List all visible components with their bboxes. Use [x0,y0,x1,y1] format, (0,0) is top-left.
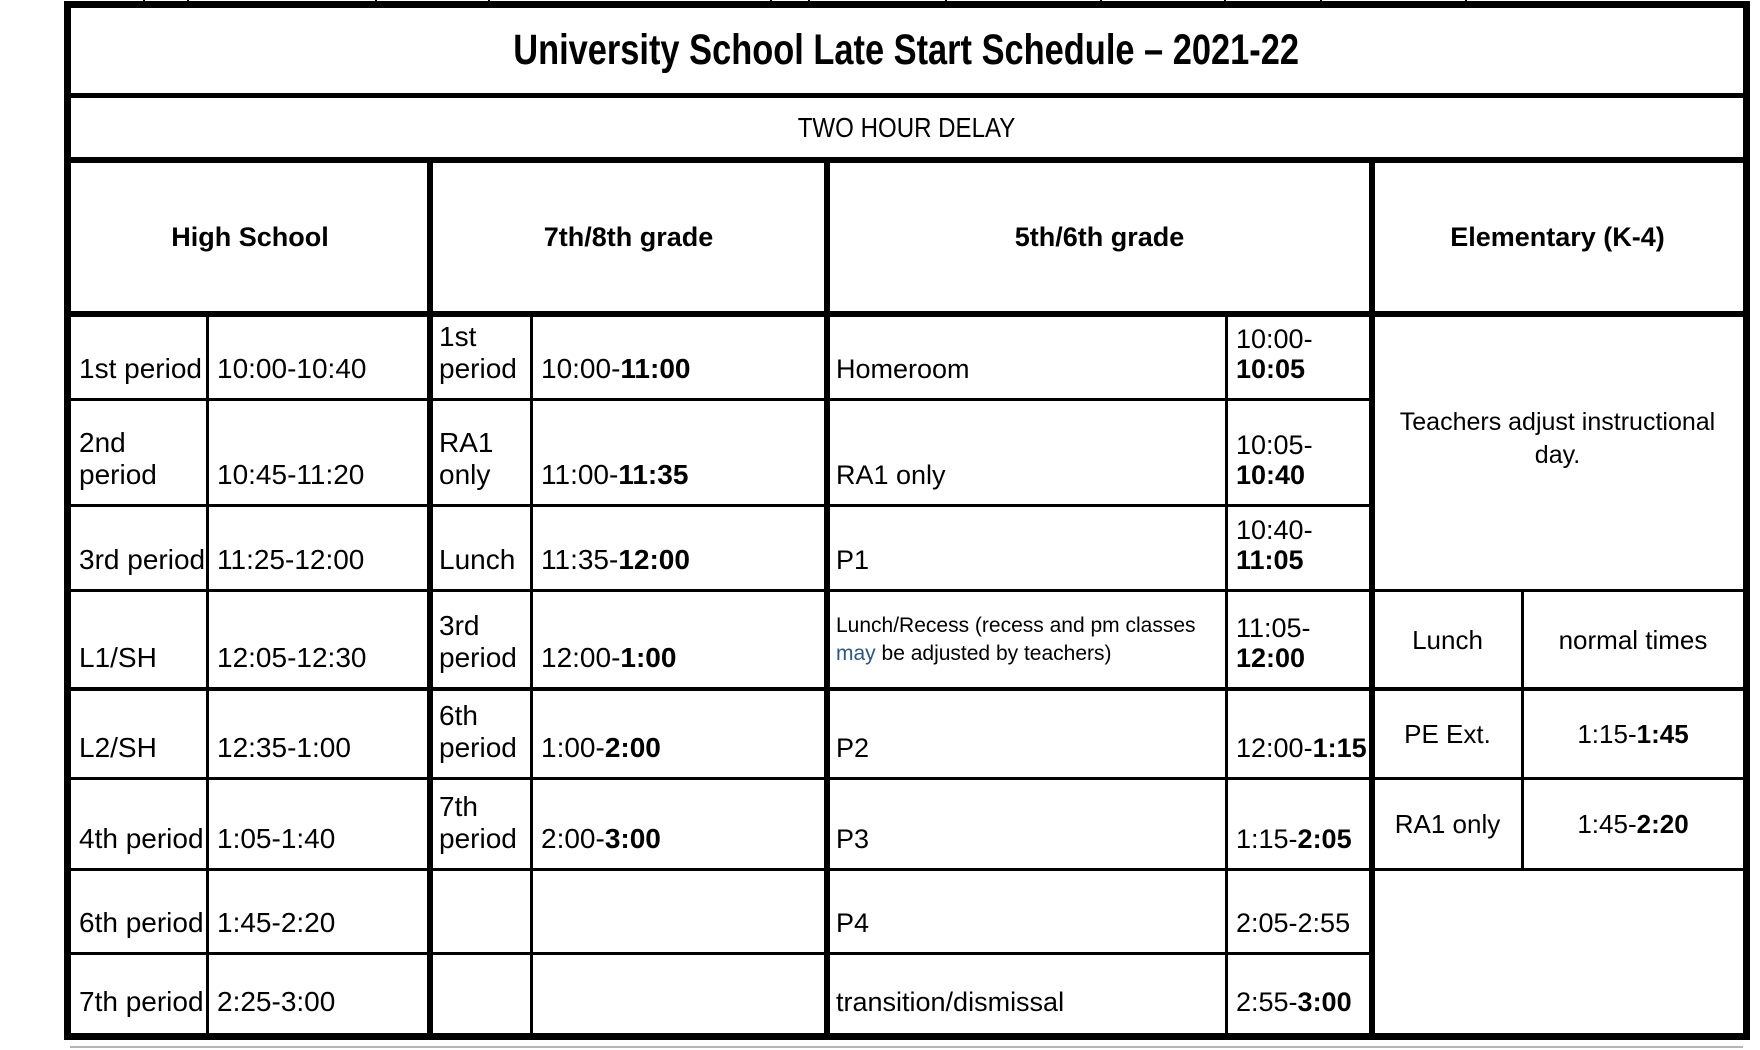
time-start: 11:00- [541,458,619,490]
el-label: PE Ext. [1404,718,1491,749]
hs-label: 3rd period [79,543,206,575]
time-end: 10:05 [1236,353,1306,384]
time-start: 10:40- [1236,514,1313,545]
time-start: 2:00- [541,822,605,854]
header-grade78: 7th/8th grade [543,221,714,252]
hs-label: 2nd period [79,427,157,490]
hs-time: 11:25-12:00 [217,543,365,575]
time-end: 1:45 [1636,718,1689,749]
time-start: 12:00- [541,641,621,673]
hs-time: 10:45-11:20 [217,458,365,490]
may-link[interactable]: may [836,642,876,665]
el-label: RA1 only [1394,809,1501,839]
hs-time: 12:05-12:30 [217,641,367,673]
time-end: 12:00 [618,543,690,575]
g78-label: 1st period [439,321,517,384]
g78-label: 3rd period [439,610,517,673]
time-end: 2:00 [604,731,661,763]
time-end: 3:00 [1297,986,1352,1017]
time-end: 11:35 [618,458,689,490]
hs-label: L1/SH [79,641,157,673]
hs-label: 7th period [79,985,204,1017]
time-end: 11:05 [1236,544,1304,575]
time-start: 11:05- [1236,612,1311,643]
time-end: 1:00 [620,641,677,673]
page-title-text: University School Late Start Schedule – 2021-22 [513,25,1300,74]
time-end: 1:15 [1312,732,1367,763]
time-end: 2:20 [1636,809,1689,839]
time-start: 11:35- [541,543,619,575]
time-start: 1:15- [1236,823,1298,854]
hs-time: 2:25-3:00 [217,985,336,1017]
g56-label: RA1 only [836,459,946,490]
hs-time: 12:35-1:00 [217,731,351,763]
header-elementary: Elementary (K-4) [1450,221,1665,252]
time-start: 2:55- [1236,986,1298,1017]
time-start: 10:00- [541,352,621,384]
time-end: 2:05 [1297,823,1352,854]
g56-label: transition/dismissal [836,986,1065,1017]
el-label: Lunch [1412,624,1483,655]
time-start: 1:45- [1577,809,1637,839]
hs-time: 10:00-10:40 [217,352,367,384]
time-start: 1:15- [1577,718,1637,749]
g56-label: Homeroom [836,353,970,384]
subtitle-text: TWO HOUR DELAY [797,111,1016,143]
time-end: 12:00 [1236,642,1306,673]
hs-time: 1:45-2:20 [217,906,336,938]
hs-label: 4th period [79,822,204,854]
g56-label: P1 [836,544,870,575]
g78-label: RA1 only [439,427,494,490]
g78-label: 6th period [439,700,517,763]
header-grade56: 5th/6th grade [1014,221,1185,252]
lunch-note-text: Lunch/Recess (recess and pm classes [836,613,1196,637]
hs-time: 1:05-1:40 [217,822,336,854]
time-start: normal times [1558,624,1708,655]
time-end: 10:40 [1236,459,1306,490]
time-start: 10:00- [1236,323,1313,354]
hs-label: 6th period [79,906,204,938]
hs-label: L2/SH [79,731,157,763]
time-start: 2:05-2:55 [1236,907,1351,938]
bottom-gray-line [70,1046,1743,1048]
g56-label: P4 [836,907,870,938]
header-high-school: High School [171,221,329,252]
g56-label: P2 [836,732,870,763]
hs-label: 1st period [79,352,202,384]
time-end: 3:00 [604,822,661,854]
g78-label: Lunch [439,543,516,575]
lunch-note-text: be adjusted by teachers) [875,642,1112,665]
time-start: 12:00- [1236,732,1313,763]
g78-label: 7th period [439,791,517,854]
time-end: 11:00 [620,352,691,384]
time-start: 10:05- [1236,429,1313,460]
table-outer-border [64,1,1750,1040]
time-start: 1:00- [541,731,605,763]
elementary-note: Teachers adjust instructional day. [1399,408,1716,469]
g56-label: P3 [836,823,870,854]
